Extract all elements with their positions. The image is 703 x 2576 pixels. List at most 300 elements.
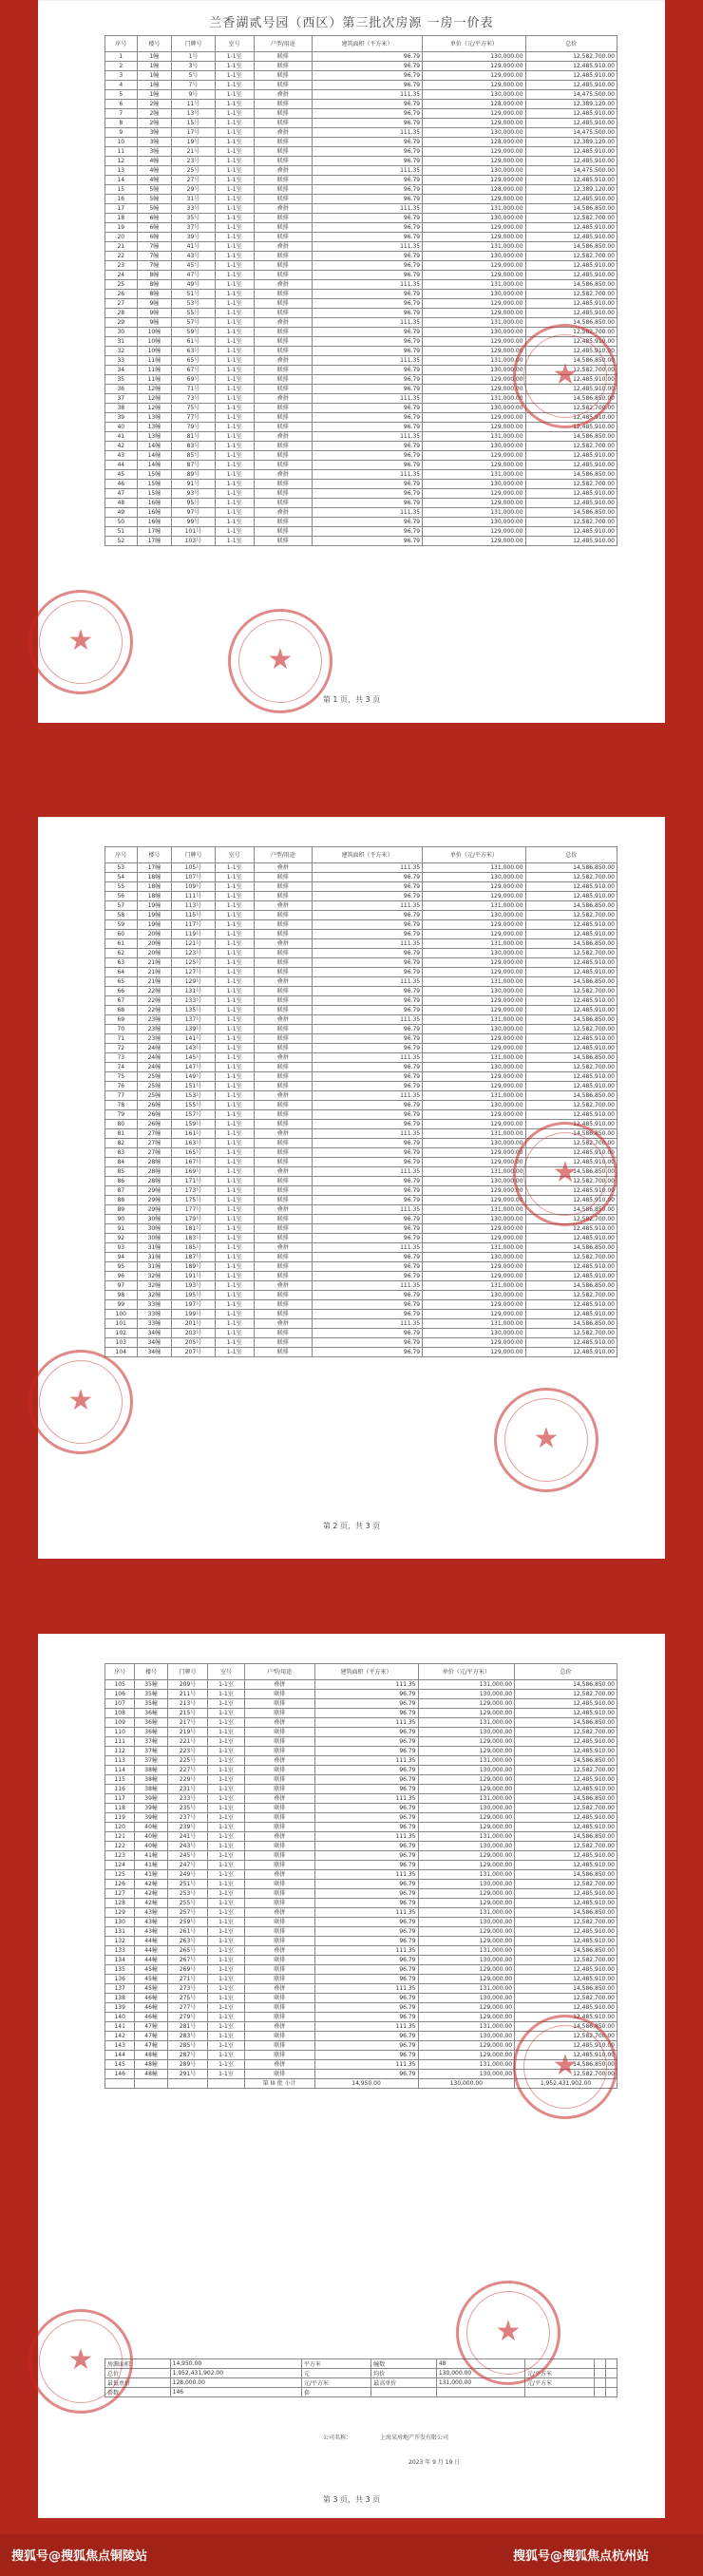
table-cell: 94 <box>105 1253 138 1262</box>
table-cell: 67 <box>105 996 138 1006</box>
table-cell: 12,485,910.00 <box>525 1186 617 1196</box>
table-cell: 1-1室 <box>215 1006 254 1015</box>
table-cell: 39 <box>105 413 138 423</box>
table-cell: 283号 <box>167 2032 207 2041</box>
table-cell: 1-1室 <box>215 309 254 318</box>
table-row <box>105 1870 618 1880</box>
table-cell: 201号 <box>172 1319 215 1329</box>
table-cell: 130,000.00 <box>423 911 525 920</box>
table-cell: 129,000.00 <box>423 147 525 157</box>
table-row <box>105 882 618 892</box>
col-header: 室号 <box>215 847 254 863</box>
table-cell: 1-1室 <box>215 413 254 423</box>
table-row <box>105 1234 618 1243</box>
table-cell: 联排 <box>254 987 312 996</box>
table-cell: 130,000.00 <box>418 1766 515 1775</box>
table-cell: 207号 <box>172 1348 215 1357</box>
table-cell: 96.79 <box>312 949 422 958</box>
table-cell: 96.79 <box>312 138 422 147</box>
table-cell: 36幢 <box>135 1718 167 1728</box>
table-cell: 联排 <box>254 1300 312 1310</box>
table-cell: 129,000.00 <box>423 299 525 309</box>
table-cell: 111.35 <box>314 1984 418 1994</box>
table-cell: 26幢 <box>137 1101 172 1110</box>
table-cell: 联排 <box>254 461 312 470</box>
table-row <box>105 1889 618 1899</box>
table-cell: 15 <box>105 185 138 195</box>
table-cell: 1-1室 <box>208 1804 244 1813</box>
table-cell: 129,000.00 <box>418 1975 515 1984</box>
table-cell: 131号 <box>172 987 215 996</box>
table-cell: 93号 <box>172 489 215 499</box>
table-cell: 65号 <box>172 356 215 366</box>
table-cell: 147号 <box>172 1063 215 1072</box>
table-cell: 111.35 <box>312 204 422 214</box>
table-cell: 14,586,850.00 <box>525 901 617 911</box>
table-cell: 80 <box>105 1120 138 1129</box>
table-cell: 12,485,910.00 <box>525 1034 617 1044</box>
table-cell: 联排 <box>244 1861 314 1870</box>
table-cell: 203号 <box>172 1329 215 1338</box>
table-cell: 12,485,910.00 <box>515 1889 618 1899</box>
table-cell: 6幢 <box>137 233 172 242</box>
table-cell: 111.35 <box>312 432 422 442</box>
table-cell: 130,000.00 <box>418 1956 515 1965</box>
table-cell: 14,586,850.00 <box>515 1680 618 1690</box>
table-cell: 97 <box>105 1281 138 1291</box>
table-cell: 叠拼 <box>254 166 312 176</box>
table-cell: 131,000.00 <box>423 356 525 366</box>
table-cell: 14,586,850.00 <box>515 1870 618 1880</box>
table-cell: 1-1室 <box>215 1120 254 1129</box>
table-cell: 96.79 <box>312 347 422 356</box>
table-cell: 12 <box>105 157 138 166</box>
table-cell: 1-1室 <box>208 2003 244 2013</box>
table-cell: 1-1室 <box>215 508 254 518</box>
table-cell: 84 <box>105 1158 138 1167</box>
company-seal-stamp <box>28 590 133 694</box>
table-cell: 1-1室 <box>215 62 254 71</box>
company-seal-stamp <box>28 1350 133 1454</box>
table-cell: 287号 <box>167 2051 207 2060</box>
table-cell: 229号 <box>167 1775 207 1785</box>
table-cell: 3幢 <box>137 128 172 138</box>
table-cell: 1-1室 <box>215 385 254 394</box>
table-cell: 1-1室 <box>208 1994 244 2003</box>
table-cell: 130,000.00 <box>423 1253 525 1262</box>
table-cell: 联排 <box>254 1253 312 1262</box>
table-cell: 联排 <box>244 1899 314 1908</box>
table-row <box>105 1728 618 1737</box>
table-cell: 129,000.00 <box>423 499 525 508</box>
table-cell: 96.79 <box>312 1158 422 1167</box>
col-header: 楼号 <box>137 36 172 52</box>
table-cell: 111.35 <box>312 939 422 949</box>
table-cell: 44幢 <box>135 1946 167 1956</box>
table-cell: 12,485,910.00 <box>525 1300 617 1310</box>
table-row <box>105 480 618 489</box>
total-cell: 14,950.00 <box>314 2079 418 2089</box>
table-cell: 187号 <box>172 1253 215 1262</box>
table-cell: 14,586,850.00 <box>525 1015 617 1025</box>
table-cell: 联排 <box>244 1956 314 1965</box>
table-cell: 96.79 <box>312 1110 422 1120</box>
table-cell: 12,582,700.00 <box>525 1177 617 1186</box>
table-cell: 幢数 <box>371 2359 437 2369</box>
table-cell: 96.79 <box>314 1851 418 1861</box>
table-cell: 116 <box>105 1785 135 1794</box>
table-cell: 41 <box>105 432 138 442</box>
table-cell: 78 <box>105 1101 138 1110</box>
table-cell: 96.79 <box>312 1348 422 1357</box>
table-row <box>105 1680 618 1690</box>
table-cell: 12,485,910.00 <box>525 1348 617 1357</box>
table-cell: 137 <box>105 1984 135 1994</box>
table-cell: 131,000.00 <box>423 1091 525 1101</box>
table-cell: 96.79 <box>312 1044 422 1053</box>
table-cell: 129,000.00 <box>418 2003 515 2013</box>
table-cell: 联排 <box>244 1975 314 1984</box>
document-page-3 <box>38 1634 665 2518</box>
table-cell: 23号 <box>172 157 215 166</box>
table-cell: 联排 <box>254 442 312 451</box>
table-cell: 96.79 <box>312 252 422 261</box>
table-cell: 23幢 <box>137 1025 172 1034</box>
table-cell: 130,000.00 <box>423 442 525 451</box>
table-cell: 130,000.00 <box>418 1690 515 1699</box>
table-cell: 96.79 <box>312 1196 422 1205</box>
table-cell: 34幢 <box>137 1338 172 1348</box>
table-cell: 1-1室 <box>208 1899 244 1908</box>
table-cell: 131,000.00 <box>418 1908 515 1918</box>
table-cell: 96.79 <box>312 223 422 233</box>
table-cell: 131,000.00 <box>423 1167 525 1177</box>
col-header: 建筑面积（平方米） <box>314 1664 418 1680</box>
table-row <box>105 1965 618 1975</box>
col-header: 室号 <box>215 36 254 52</box>
table-row <box>105 1861 618 1870</box>
table-cell: 联排 <box>254 1177 312 1186</box>
table-cell: 47幢 <box>135 2022 167 2032</box>
table-cell: 76 <box>105 1082 138 1091</box>
table-cell: 277号 <box>167 2003 207 2013</box>
table-cell: 131,000.00 <box>423 1243 525 1253</box>
table-cell: 28 <box>105 309 138 318</box>
table-cell: 27幢 <box>137 1139 172 1148</box>
table-cell: 129,000.00 <box>423 1034 525 1044</box>
table-cell: 31幢 <box>137 1243 172 1253</box>
table-cell: 46幢 <box>135 2003 167 2013</box>
table-cell: 129,000.00 <box>423 1186 525 1196</box>
table-row <box>105 489 618 499</box>
table-cell: 29幢 <box>137 1205 172 1215</box>
table-cell: 96.79 <box>312 873 422 882</box>
total-cell <box>105 2079 135 2089</box>
table-cell: 279号 <box>167 2013 207 2022</box>
table-cell: 111.35 <box>314 1908 418 1918</box>
table-cell: 131,000.00 <box>418 1756 515 1766</box>
table-cell: 13幢 <box>137 432 172 442</box>
table-cell: 111.35 <box>314 1794 418 1804</box>
table-cell: 129,000.00 <box>423 1006 525 1015</box>
table-cell: 28幢 <box>137 1177 172 1186</box>
table-cell: 1-1室 <box>215 119 254 128</box>
table-cell: 33幢 <box>137 1300 172 1310</box>
table-cell: 12,485,910.00 <box>525 423 617 432</box>
table-cell: 47幢 <box>135 2041 167 2051</box>
table-cell: 1-1室 <box>215 1272 254 1281</box>
table-cell: 61号 <box>172 337 215 347</box>
table-cell: 144 <box>105 2051 135 2060</box>
table-cell: 12,485,910.00 <box>525 451 617 461</box>
table-cell: 177号 <box>172 1205 215 1215</box>
table-row <box>105 223 618 233</box>
table-cell: 43号 <box>172 252 215 261</box>
table-cell: 103 <box>105 1338 138 1348</box>
table-cell: 96.79 <box>314 1699 418 1709</box>
table-cell: 115号 <box>172 911 215 920</box>
table-cell: 111.35 <box>312 1281 422 1291</box>
table-cell: 联排 <box>254 423 312 432</box>
table-cell: 14幢 <box>137 442 172 451</box>
table-cell: 130,000.00 <box>423 90 525 100</box>
table-cell: 111.35 <box>312 242 422 252</box>
table-cell: 18幢 <box>137 882 172 892</box>
table-cell: 12,582,700.00 <box>525 214 617 223</box>
table-cell: 联排 <box>244 1690 314 1699</box>
table-cell: 联排 <box>244 1937 314 1946</box>
table-cell: 联排 <box>254 451 312 461</box>
table-cell: 1-1室 <box>215 1186 254 1196</box>
table-cell: 联排 <box>244 1823 314 1832</box>
table-cell: 129,000.00 <box>423 461 525 470</box>
table-cell: 33幢 <box>137 1319 172 1329</box>
table-cell: 48 <box>436 2359 524 2369</box>
table-cell: 45号 <box>172 261 215 271</box>
table-cell: 129,000.00 <box>418 1709 515 1718</box>
table-cell: 41号 <box>172 242 215 252</box>
table-row <box>105 252 618 261</box>
table-cell: 联排 <box>254 299 312 309</box>
table-cell: 70 <box>105 1025 138 1034</box>
table-row <box>105 1899 618 1908</box>
table-cell: 165号 <box>172 1148 215 1158</box>
table-cell: 5幢 <box>137 185 172 195</box>
table-cell: 96.79 <box>312 537 422 546</box>
table-cell: 联排 <box>254 1139 312 1148</box>
table-cell: 联排 <box>254 1310 312 1319</box>
total-cell <box>208 2079 244 2089</box>
total-cell: 1,952,431,902.00 <box>515 2079 618 2089</box>
official-seal-stamp <box>513 2015 618 2119</box>
table-cell: 145 <box>105 2060 135 2070</box>
table-cell: 25幢 <box>137 1072 172 1082</box>
table-cell: 1-1室 <box>215 1262 254 1272</box>
price-table-page-2 <box>104 846 618 1357</box>
table-row <box>105 1813 618 1823</box>
table-cell: 联排 <box>254 1044 312 1053</box>
table-cell: 217号 <box>167 1718 207 1728</box>
table-cell: 叠拼 <box>254 1091 312 1101</box>
table-cell: 1 <box>105 52 138 62</box>
table-cell: 96.79 <box>312 337 422 347</box>
table-cell: 1-1室 <box>215 1243 254 1253</box>
table-cell: 130,000.00 <box>423 987 525 996</box>
table-cell: 131,000.00 <box>423 280 525 290</box>
table-cell: 179号 <box>172 1215 215 1224</box>
table-cell: 叠拼 <box>244 1794 314 1804</box>
table-cell: 1-1室 <box>215 1044 254 1053</box>
table-cell: 12,582,700.00 <box>515 1766 618 1775</box>
table-cell: 12,485,910.00 <box>525 461 617 470</box>
table-cell: 1-1室 <box>215 901 254 911</box>
table-cell: 4 <box>105 81 138 90</box>
table-cell: 41幢 <box>135 1870 167 1880</box>
table-cell: 22幢 <box>137 1006 172 1015</box>
table-cell: 7幢 <box>137 261 172 271</box>
table-header-row <box>105 1664 618 1680</box>
table-row <box>105 1747 618 1756</box>
table-cell: 253号 <box>167 1889 207 1899</box>
table-row <box>105 1804 618 1813</box>
table-cell: 12,485,910.00 <box>525 1234 617 1243</box>
table-cell: 14,586,850.00 <box>515 1794 618 1804</box>
table-cell: 1-1室 <box>208 1699 244 1709</box>
table-cell: 35幢 <box>135 1699 167 1709</box>
table-cell: 1-1室 <box>215 1234 254 1243</box>
table-cell: 96.79 <box>314 1766 418 1775</box>
table-cell: 111.35 <box>312 1053 422 1063</box>
table-cell: 联排 <box>254 337 312 347</box>
table-cell: 1-1室 <box>208 1842 244 1851</box>
table-cell: 111.35 <box>314 1756 418 1766</box>
table-cell: 1-1室 <box>215 81 254 90</box>
table-cell: 联排 <box>254 1101 312 1110</box>
table-cell: 130,000.00 <box>423 1215 525 1224</box>
table-row <box>105 863 618 873</box>
table-cell: 1-1室 <box>215 442 254 451</box>
table-cell: 联排 <box>244 1699 314 1709</box>
table-cell: 129,000.00 <box>423 233 525 242</box>
table-cell: 96.79 <box>312 299 422 309</box>
table-cell: 129,000.00 <box>423 1158 525 1167</box>
table-cell: 联排 <box>254 261 312 271</box>
table-cell: 129,000.00 <box>423 176 525 185</box>
table-cell: 96.79 <box>312 1272 422 1281</box>
table-cell: 38幢 <box>135 1766 167 1775</box>
table-cell: 1-1室 <box>208 1889 244 1899</box>
table-row <box>105 527 618 537</box>
table-cell: 83 <box>105 1148 138 1158</box>
table-cell: 131,000.00 <box>418 1832 515 1842</box>
table-row <box>105 470 618 480</box>
table-cell <box>524 2388 594 2397</box>
table-cell: 联排 <box>244 1747 314 1756</box>
table-cell: 137号 <box>172 1015 215 1025</box>
table-cell: 57号 <box>172 318 215 328</box>
table-cell: 98 <box>105 1291 138 1300</box>
table-cell: 281号 <box>167 2022 207 2032</box>
table-cell: 111.35 <box>312 508 422 518</box>
table-cell: 104 <box>105 1348 138 1357</box>
table-cell: 193号 <box>172 1281 215 1291</box>
table-header-row <box>105 847 618 863</box>
table-row <box>105 1091 618 1101</box>
table-cell: 12,389,120.00 <box>525 100 617 109</box>
table-cell: 12,582,700.00 <box>515 1804 618 1813</box>
table-cell: 61 <box>105 939 138 949</box>
table-cell: 12,582,700.00 <box>515 1842 618 1851</box>
table-cell: 129,000.00 <box>423 157 525 166</box>
table-cell: 129,000.00 <box>423 1082 525 1091</box>
table-cell: 111.35 <box>312 470 422 480</box>
table-cell: 245号 <box>167 1851 207 1861</box>
total-cell: 130,000.00 <box>418 2079 515 2089</box>
table-cell: 联排 <box>254 882 312 892</box>
table-cell: 128,000.00 <box>423 138 525 147</box>
table-cell: 1-1室 <box>215 863 254 873</box>
table-cell: 121号 <box>172 939 215 949</box>
table-cell: 9幢 <box>137 318 172 328</box>
table-cell: 1-1室 <box>208 1775 244 1785</box>
col-header: 门牌号 <box>172 847 215 863</box>
table-cell: 111.35 <box>314 2022 418 2032</box>
table-cell: 55号 <box>172 309 215 318</box>
table-cell: 96.79 <box>312 119 422 128</box>
table-cell: 43幢 <box>135 1908 167 1918</box>
table-cell: 1幢 <box>137 71 172 81</box>
table-cell: 14,586,850.00 <box>525 1091 617 1101</box>
table-cell: 27 <box>105 299 138 309</box>
table-cell: 12,582,700.00 <box>525 480 617 489</box>
table-cell: 12,485,910.00 <box>525 385 617 394</box>
table-cell: 63号 <box>172 347 215 356</box>
table-cell: 12,485,910.00 <box>525 195 617 204</box>
table-cell: 131,000.00 <box>418 1718 515 1728</box>
table-cell: 12,485,910.00 <box>515 1861 618 1870</box>
table-row <box>105 1348 618 1357</box>
table-cell: 96.79 <box>312 1310 422 1319</box>
table-cell: 联排 <box>244 1737 314 1747</box>
table-cell: 12,582,700.00 <box>525 987 617 996</box>
table-cell: 96.79 <box>312 451 422 461</box>
table-row <box>105 873 618 882</box>
table-cell: 12,485,910.00 <box>525 233 617 242</box>
table-cell: 12,582,700.00 <box>525 290 617 299</box>
table-cell: 联排 <box>244 2013 314 2022</box>
table-cell: 142 <box>105 2032 135 2041</box>
table-cell: 114 <box>105 1766 135 1775</box>
table-cell: 1-1室 <box>215 1253 254 1262</box>
table-cell: 143 <box>105 2041 135 2051</box>
table-cell: 叠拼 <box>244 2022 314 2032</box>
star-icon: ★ <box>67 624 94 657</box>
sign-date: 2023 年 9 月 19 日 <box>408 2459 461 2466</box>
table-cell <box>595 2388 606 2397</box>
table-cell: 叠拼 <box>244 1984 314 1994</box>
table-cell: 26幢 <box>137 1110 172 1120</box>
table-cell: 131,000.00 <box>436 2378 524 2388</box>
table-row <box>105 461 618 470</box>
table-cell: 1-1室 <box>215 1063 254 1072</box>
table-cell: 联排 <box>244 1813 314 1823</box>
table-row <box>105 1690 618 1699</box>
table-cell: 71 <box>105 1034 138 1044</box>
table-cell: 25号 <box>172 166 215 176</box>
table-cell: 75号 <box>172 404 215 413</box>
table-cell <box>436 2388 524 2397</box>
table-cell: 叠拼 <box>254 1243 312 1253</box>
